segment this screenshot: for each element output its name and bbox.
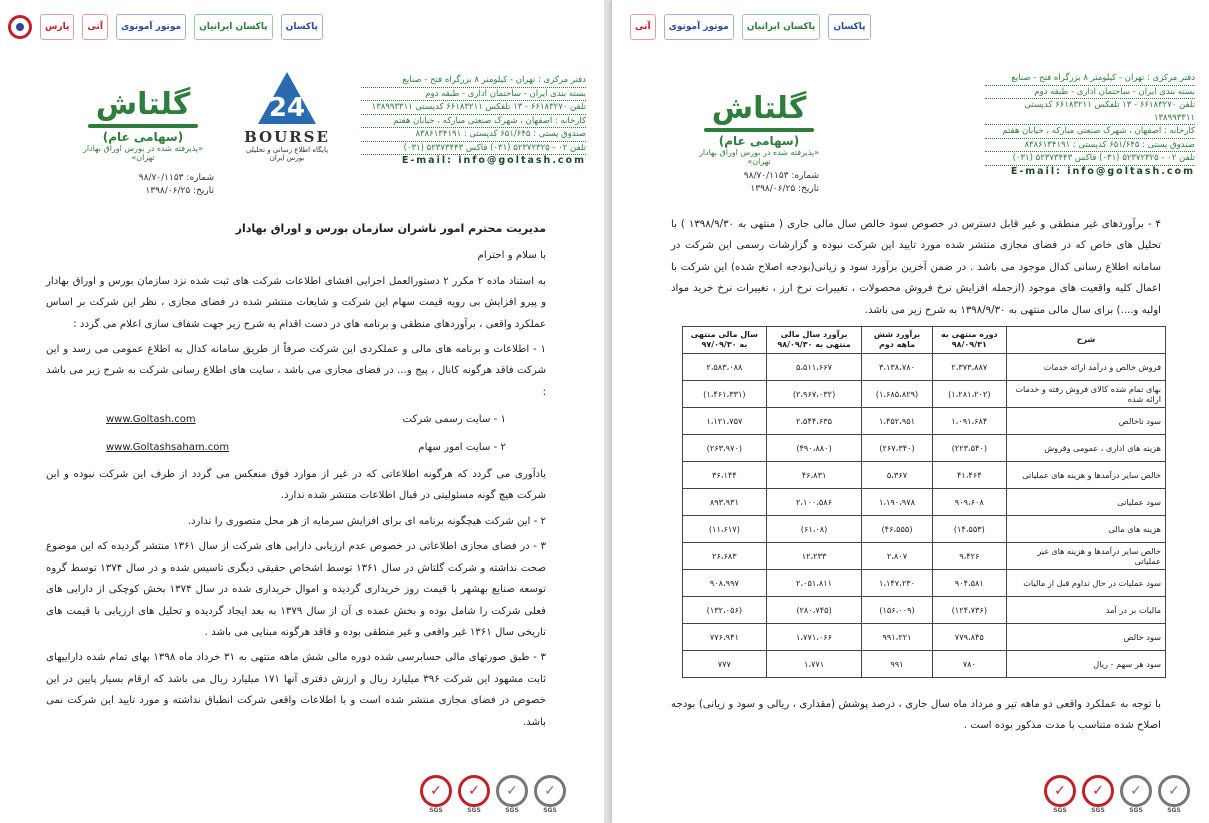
table-cell: ۱۲،۲۳۳ [766, 543, 862, 570]
table-cell: ۸۹۳،۹۳۱ [683, 489, 767, 516]
letter-date: ۱۳۹۸/۰۶/۲۵ [750, 184, 796, 194]
table-cell: ۴۶،۸۳۱ [766, 462, 862, 489]
table-header-row [683, 327, 1166, 354]
logo-paksan-iranian: پاکسان ایرانیان [194, 14, 273, 40]
address-line: کارخانه : اصفهان ، شهرک صنعتی مبارکه ، خیابان هفتم [361, 115, 586, 129]
address-line: تلفن ۰۲ - ۵۲۳۷۲۳۲۵ (۰۳۱) فاکس ۵۲۳۷۳۴۴۳ (۰۳۱) [985, 152, 1195, 166]
sgs-badge-icon: ✓ SGS [1158, 775, 1190, 807]
site1-label: ۱ - سایت رسمی شرکت [402, 414, 506, 426]
row-label: هزینه های مالی [1007, 516, 1166, 543]
table-body [683, 354, 1166, 678]
table-cell: ۳،۱۳۸،۷۸۰ [862, 354, 932, 381]
row-label: خالص سایر درآمدها و هزینه های عملیاتی [1007, 462, 1166, 489]
table-cell: ۷۸۰ [932, 651, 1006, 678]
table-cell: ۲،۰۵۱،۸۱۱ [766, 570, 862, 597]
note-paragraph: یادآوری می گردد که هرگونه اطلاعاتی که در غیر از موارد فوق منعکس می گردد از طرف این شرکت نبوده و این شرکت هیچ گونه مسئولیتی در قبال اطلاعات منتشر شده ندارد. [46, 469, 546, 502]
address-line: دفتر مرکزی : تهران - کیلومتر ۸ بزرگراه فتح - صنایع [361, 74, 586, 88]
logo-motor: موتور آموتوی [664, 14, 734, 40]
col-header: شرح [1007, 327, 1166, 354]
address-line: تلفن ۶۶۱۸۳۲۷۰ - ۱۳ تلفکس ۶۶۱۸۳۲۱۱ کدپستی ۱۳۸۹۹۳۳۱۱ [985, 99, 1195, 125]
table-cell: (۴۶،۵۵۵) [862, 516, 932, 543]
table-cell: (۴۹۰،۸۸۰) [766, 435, 862, 462]
letter-number: ۹۸/۷۰/۱۱۵۳ [138, 173, 184, 183]
row-label: مالیات بر در آمد [1007, 597, 1166, 624]
partner-logos [8, 10, 323, 44]
bourse-logo [238, 70, 336, 162]
bourse-word: BOURSE [244, 128, 330, 146]
item-4: ۴ - برآوردهای غیر منطقی و غیر قابل دسترس در خصوص سود خالص سال مالی جاری ( منتهی به ۱۳۹۸/۹/۳۰ ) با تحلیل های خاص که در فضای مجازی منتشر شده مورد تایید این شرکت نبوده و گزارشات رسمی این شرکت در سامانه اطلاع رسانی کدال موجود می باشد . در ضمن آخرین برآورد سود و زیانی(بودجه اصلاح شده) این شرکت با اعمال کلیه واقعیت های موجود (ازجمله افزایش نرخ فروش محصولات ، تغییرات نرخ ارز ، تغییرات نرخ خرید مواد اولیه و....) برای سال مالی منتهی به ۱۳۹۸/۹/۳۰ به شرح زیر می باشد. [671, 219, 1162, 316]
table-cell: (۱۲۴،۷۳۶) [932, 597, 1006, 624]
profit-estimate-table [682, 326, 1166, 678]
brand-sub: (سهامی عام) [718, 134, 800, 148]
letter-heading: مدیریت محترم امور ناشران سازمان بورس و اوراق بهادار [235, 222, 546, 235]
sgs-badge-icon: ✓ SGS [1120, 775, 1152, 807]
bourse-emblem-icon [256, 70, 318, 128]
table-row [683, 489, 1166, 516]
official-site-row [46, 409, 546, 430]
company-address [985, 72, 1195, 178]
table-row [683, 570, 1166, 597]
svg-text:24: 24 [268, 93, 306, 123]
table-cell: ۲،۵۴۴،۶۳۵ [766, 408, 862, 435]
logo-paksan: پاکسان [828, 14, 870, 40]
sgs-badge-icon: ✓ SGS [534, 775, 566, 807]
address-line: تلفن ۶۶۱۸۳۲۷۰ - ۱۳ تلفکس ۶۶۱۸۳۲۱۱ کدپستی ۱۳۸۹۹۳۳۱۱ [361, 101, 586, 115]
table-cell: ۹۰۸،۹۹۷ [683, 570, 767, 597]
col-header: دوره منتهی به ۹۸/۰۹/۳۱ [932, 327, 1006, 354]
brand-swoosh [88, 124, 198, 128]
logo-motor: موتور آموتوی [116, 14, 186, 40]
row-label: سود خالص [1007, 624, 1166, 651]
table-cell: ۳۶،۱۴۴ [683, 462, 767, 489]
letter-date: ۱۳۹۸/۰۶/۲۵ [145, 186, 191, 196]
date-label: تاریخ: [798, 184, 819, 194]
letter-number: ۹۸/۷۰/۱۱۵۳ [743, 171, 789, 181]
table-cell: ۹۰۹،۶۰۸ [932, 489, 1006, 516]
table-cell: ۱،۱۲۱،۷۵۷ [683, 408, 767, 435]
number-label: شماره: [186, 173, 214, 183]
sgs-badge-icon: ✓ SGS [1044, 775, 1076, 807]
table-cell: ۲،۱۰۰،۵۸۶ [766, 489, 862, 516]
address-line: بسته بندی ایران - ساختمان اداری - طبقه دوم [985, 86, 1195, 100]
table-cell: ۱،۷۷۱،۰۶۶ [766, 624, 862, 651]
table-cell: (۲۲۳،۵۴۰) [932, 435, 1006, 462]
letter-page-2 [612, 0, 1209, 823]
table-cell: (۱۵۶،۰۰۹) [862, 597, 932, 624]
table-cell: ۷۷۶،۹۴۱ [683, 624, 767, 651]
table-cell: (۲۸۰،۷۴۵) [766, 597, 862, 624]
sgs-badge-icon: ✓ SGS [1082, 775, 1114, 807]
partner-logos [630, 10, 871, 44]
certification-badges [420, 775, 566, 815]
col-header: برآورد سال مالی منتهی به ۹۸/۰۹/۳۰ [766, 327, 862, 354]
closing-text [671, 694, 1161, 741]
table-cell: ۲،۸۰۷ [862, 543, 932, 570]
row-label: فروش خالص و درآمد ارائه خدمات [1007, 354, 1166, 381]
table-row [683, 516, 1166, 543]
table-row [683, 624, 1166, 651]
address-line: بسته بندی ایران - ساختمان اداری - طبقه دوم [361, 88, 586, 102]
item-2: ۲ - این شرکت هیچگونه برنامه ای برای افزایش سرمایه از هر محل متصوری را ندارد. [187, 515, 546, 527]
table-cell: (۱۴،۵۵۳) [932, 516, 1006, 543]
certification-badges [1044, 775, 1190, 815]
item-3: ۳ - در فضای مجازی اطلاعاتی در خصوص عدم ارزیابی دارایی های شرکت از سال ۱۳۶۱ منتشر گردیده که این موضوع صحت نداشته و شرکت گلتاش در سال ۱۳۶۱ توسط اشخاص حقیقی دیگری تاسیس شده و در سال ۱۳۷۴ توسط گروه توسعه صنایع بهشهر با قیمت روز خریداری گردیده و اموال خریداری شده در سال ۱۳۷۴ بخش کوچکی از دارایی های فعلی شرکت را شامل بوده و بخش عمده ی آن از سال ۱۳۷۹ به بعد ایجاد گردیده و تحلیل های ارزیابی با قیمت های تاریخی سال ۱۳۶۱ غیر واقعی و غیر منطقی بوده و فاقد هرگونه مبنایی می باشد . [46, 541, 546, 638]
row-label: سود عملیاتی [1007, 489, 1166, 516]
site2-label: ۲ - سایت امور سهام [418, 441, 506, 453]
table-cell: ۱،۱۴۷،۲۳۰ [862, 570, 932, 597]
table-cell: ۷۷۷ [683, 651, 767, 678]
table-cell: ۱،۰۹۱،۶۸۴ [932, 408, 1006, 435]
table-cell: (۱،۴۶۱،۳۳۱) [683, 381, 767, 408]
company-email: E-mail: info@goltash.com [401, 155, 586, 166]
row-label: خالص سایر درآمدها و هزینه های غیر عملیاتی [1007, 543, 1166, 570]
sgs-badge-icon: ✓ SGS [458, 775, 490, 807]
item-1: ۱ - اطلاعات و برنامه های مالی و عملکردی این شرکت صرفاً از طریق سامانه کدال به اطلاع عمومی می رسد و این شرکت فاقد هرگونه کانال ، پیج و... در فضای مجازی می باشد ، سایت های اطلاع رسانی شرکت به شرح زیر می باشد : [46, 344, 546, 398]
table-row [683, 354, 1166, 381]
table-cell: ۹۹۱،۲۲۱ [862, 624, 932, 651]
table-cell: ۲۶،۶۸۳ [683, 543, 767, 570]
table-cell: ۱،۱۹۰،۹۷۸ [862, 489, 932, 516]
goltash-logo [694, 92, 824, 166]
address-line: صندوق پستی : ۶۵۱/۶۴۵ کدپستی : ۸۳۸۶۱۳۴۱۹۱ [361, 128, 586, 142]
table-cell: ۹،۴۲۶ [932, 543, 1006, 570]
table-row [683, 543, 1166, 570]
sgs-badge-icon: ✓ SGS [496, 775, 528, 807]
company-email: E-mail: info@goltash.com [1010, 165, 1195, 177]
table-row [683, 408, 1166, 435]
row-label: بهای تمام شده کالای فروش رفته و خدمات ارائه شده [1007, 381, 1166, 408]
official-site-link[interactable]: www.Goltash.com [106, 414, 196, 426]
logo-pars: پارس [40, 14, 74, 40]
address-line: کارخانه : اصفهان ، شهرک صنعتی مبارکه ، خیابان هفتم [985, 125, 1195, 139]
table-cell: ۵،۵۱۱،۶۶۷ [766, 354, 862, 381]
table-cell: (۶۱،۰۸) [766, 516, 862, 543]
bourse-caption: پایگاه اطلاع رسانی و تحلیلی بورس ایران [245, 146, 329, 162]
table-cell: (۲۶۳،۹۷۰) [683, 435, 767, 462]
table-row [683, 651, 1166, 678]
col-header: سال مالی منتهی به ۹۷/۰۹/۳۰ [683, 327, 767, 354]
table-row [683, 381, 1166, 408]
table-cell: (۱،۶۸۵،۸۲۹) [862, 381, 932, 408]
table-cell: ۹۹۱ [862, 651, 932, 678]
intro-paragraph: به استناد ماده ۲ مکرر ۲ دستورالعمل اجرایی افشای اطلاعات شرکت های ثبت شده نزد سازمان بورس و اوراق بهادار و پیرو افزایش بی رویه قیمت سهام این شرکت و شایعات منتشر شده در فضای مجازی ، نظر این شرکت بر اساس عملکرد واقعی ، برآوردهای منطقی و برنامه های در دست اقدام به شرح زیر جهت شفاف سازی اعلام می گردد : [46, 275, 546, 330]
letter-reference [744, 170, 819, 196]
row-label: سود ناخالص [1007, 408, 1166, 435]
table-cell: (۲۶۷،۳۴۰) [862, 435, 932, 462]
closing-paragraph: با توجه به عملکرد واقعی دو ماهه تیر و مرداد ماه سال جاری ، درصد پوشش (مقداری ، ریالی و سود و زیانی) بودجه اصلاح شده متناسب با مدت مذکور بوده است . [671, 699, 1161, 732]
greeting: با سلام و احترام [477, 250, 546, 262]
brand-swoosh [704, 128, 814, 132]
row-label: سود عملیات در حال تداوم قبل از مالیات [1007, 570, 1166, 597]
brand-tag: «پذیرفته شده در بورس اوراق بهادار تهران» [82, 144, 204, 162]
letter-reference [139, 172, 214, 198]
number-label: شماره: [791, 171, 819, 181]
table-cell: (۱،۲۸۱،۲۰۲) [932, 381, 1006, 408]
logo-ati: آتی [82, 14, 108, 40]
table-cell: ۹۰۴،۵۸۱ [932, 570, 1006, 597]
table-row [683, 435, 1166, 462]
row-label: هزینه های اداری ، عمومی وفروش [1007, 435, 1166, 462]
table-cell: ۲،۳۷۳،۸۸۷ [932, 354, 1006, 381]
address-line: صندوق پستی : ۶۵۱/۶۴۵ کدپستی : ۸۳۸۶۱۳۴۱۹۱ [985, 139, 1195, 153]
letter-body [46, 218, 546, 737]
brand-name: گلتاش [95, 87, 191, 122]
goltash-logo [78, 88, 208, 162]
table-row [683, 462, 1166, 489]
table-cell: ۷۷۹،۸۴۵ [932, 624, 1006, 651]
company-address [361, 74, 586, 168]
sgs-badge-icon: ✓ SGS [420, 775, 452, 807]
logo-paksan-iranian: پاکسان ایرانیان [742, 14, 821, 40]
table-cell: (۱۱،۶۱۷) [683, 516, 767, 543]
row-label: سود هر سهم - ریال [1007, 651, 1166, 678]
shares-site-link[interactable]: www.Goltashsaham.com [106, 441, 230, 453]
col-header: برآورد شش ماهه دوم [862, 327, 932, 354]
table-cell: ۵،۳۶۷ [862, 462, 932, 489]
logo-ati: آتی [630, 14, 656, 40]
logo-paksan: پاکسان [281, 14, 323, 40]
page-gap [604, 0, 612, 823]
table-cell: (۱۳۲،۰۵۶) [683, 597, 767, 624]
table-cell: ۴۱،۴۶۴ [932, 462, 1006, 489]
table-cell: ۲،۵۸۳،۰۸۸ [683, 354, 767, 381]
brand-sub: (سهامی عام) [102, 130, 184, 144]
date-label: تاریخ: [193, 186, 214, 196]
letter-page-1 [0, 0, 604, 823]
address-line: تلفن ۰۲ - ۵۲۳۷۲۳۲۵ (۰۳۱) فاکس ۵۲۳۷۳۴۴۳ (۰۳۱) [361, 142, 586, 156]
item-4-text [671, 214, 1161, 325]
table-cell: (۲،۹۶۷،۰۳۲) [766, 381, 862, 408]
pars-logo-icon [8, 15, 32, 39]
item-3b: ۳ - طبق صورتهای مالی حسابرسی شده دوره مالی شش ماهه منتهی به ۳۱ خرداد ماه ۱۳۹۸ بهای تمام شده داراییهای ثابت مشهود این شرکت ۳۹۶ میلیارد ریال و ارزش دفتری آنها ۱۷۱ میلیارد ریال می باشد که ارقام بسیار پایین در این خصوص در فضای مجازی منتشر شده است و با اطلاعات واقعی شرکت انطباق نداشته و مورد تایید این شرکت نمی باشد. [46, 652, 547, 728]
shares-site-row [46, 437, 546, 458]
address-line: دفتر مرکزی : تهران - کیلومتر ۸ بزرگراه فتح - صنایع [985, 72, 1195, 86]
table-cell: ۱،۴۵۲،۹۵۱ [862, 408, 932, 435]
table-row [683, 597, 1166, 624]
table-cell: ۱،۷۷۱ [766, 651, 862, 678]
brand-tag: «پذیرفته شده در بورس اوراق بهادار تهران» [698, 148, 820, 166]
brand-name: گلتاش [711, 91, 807, 126]
